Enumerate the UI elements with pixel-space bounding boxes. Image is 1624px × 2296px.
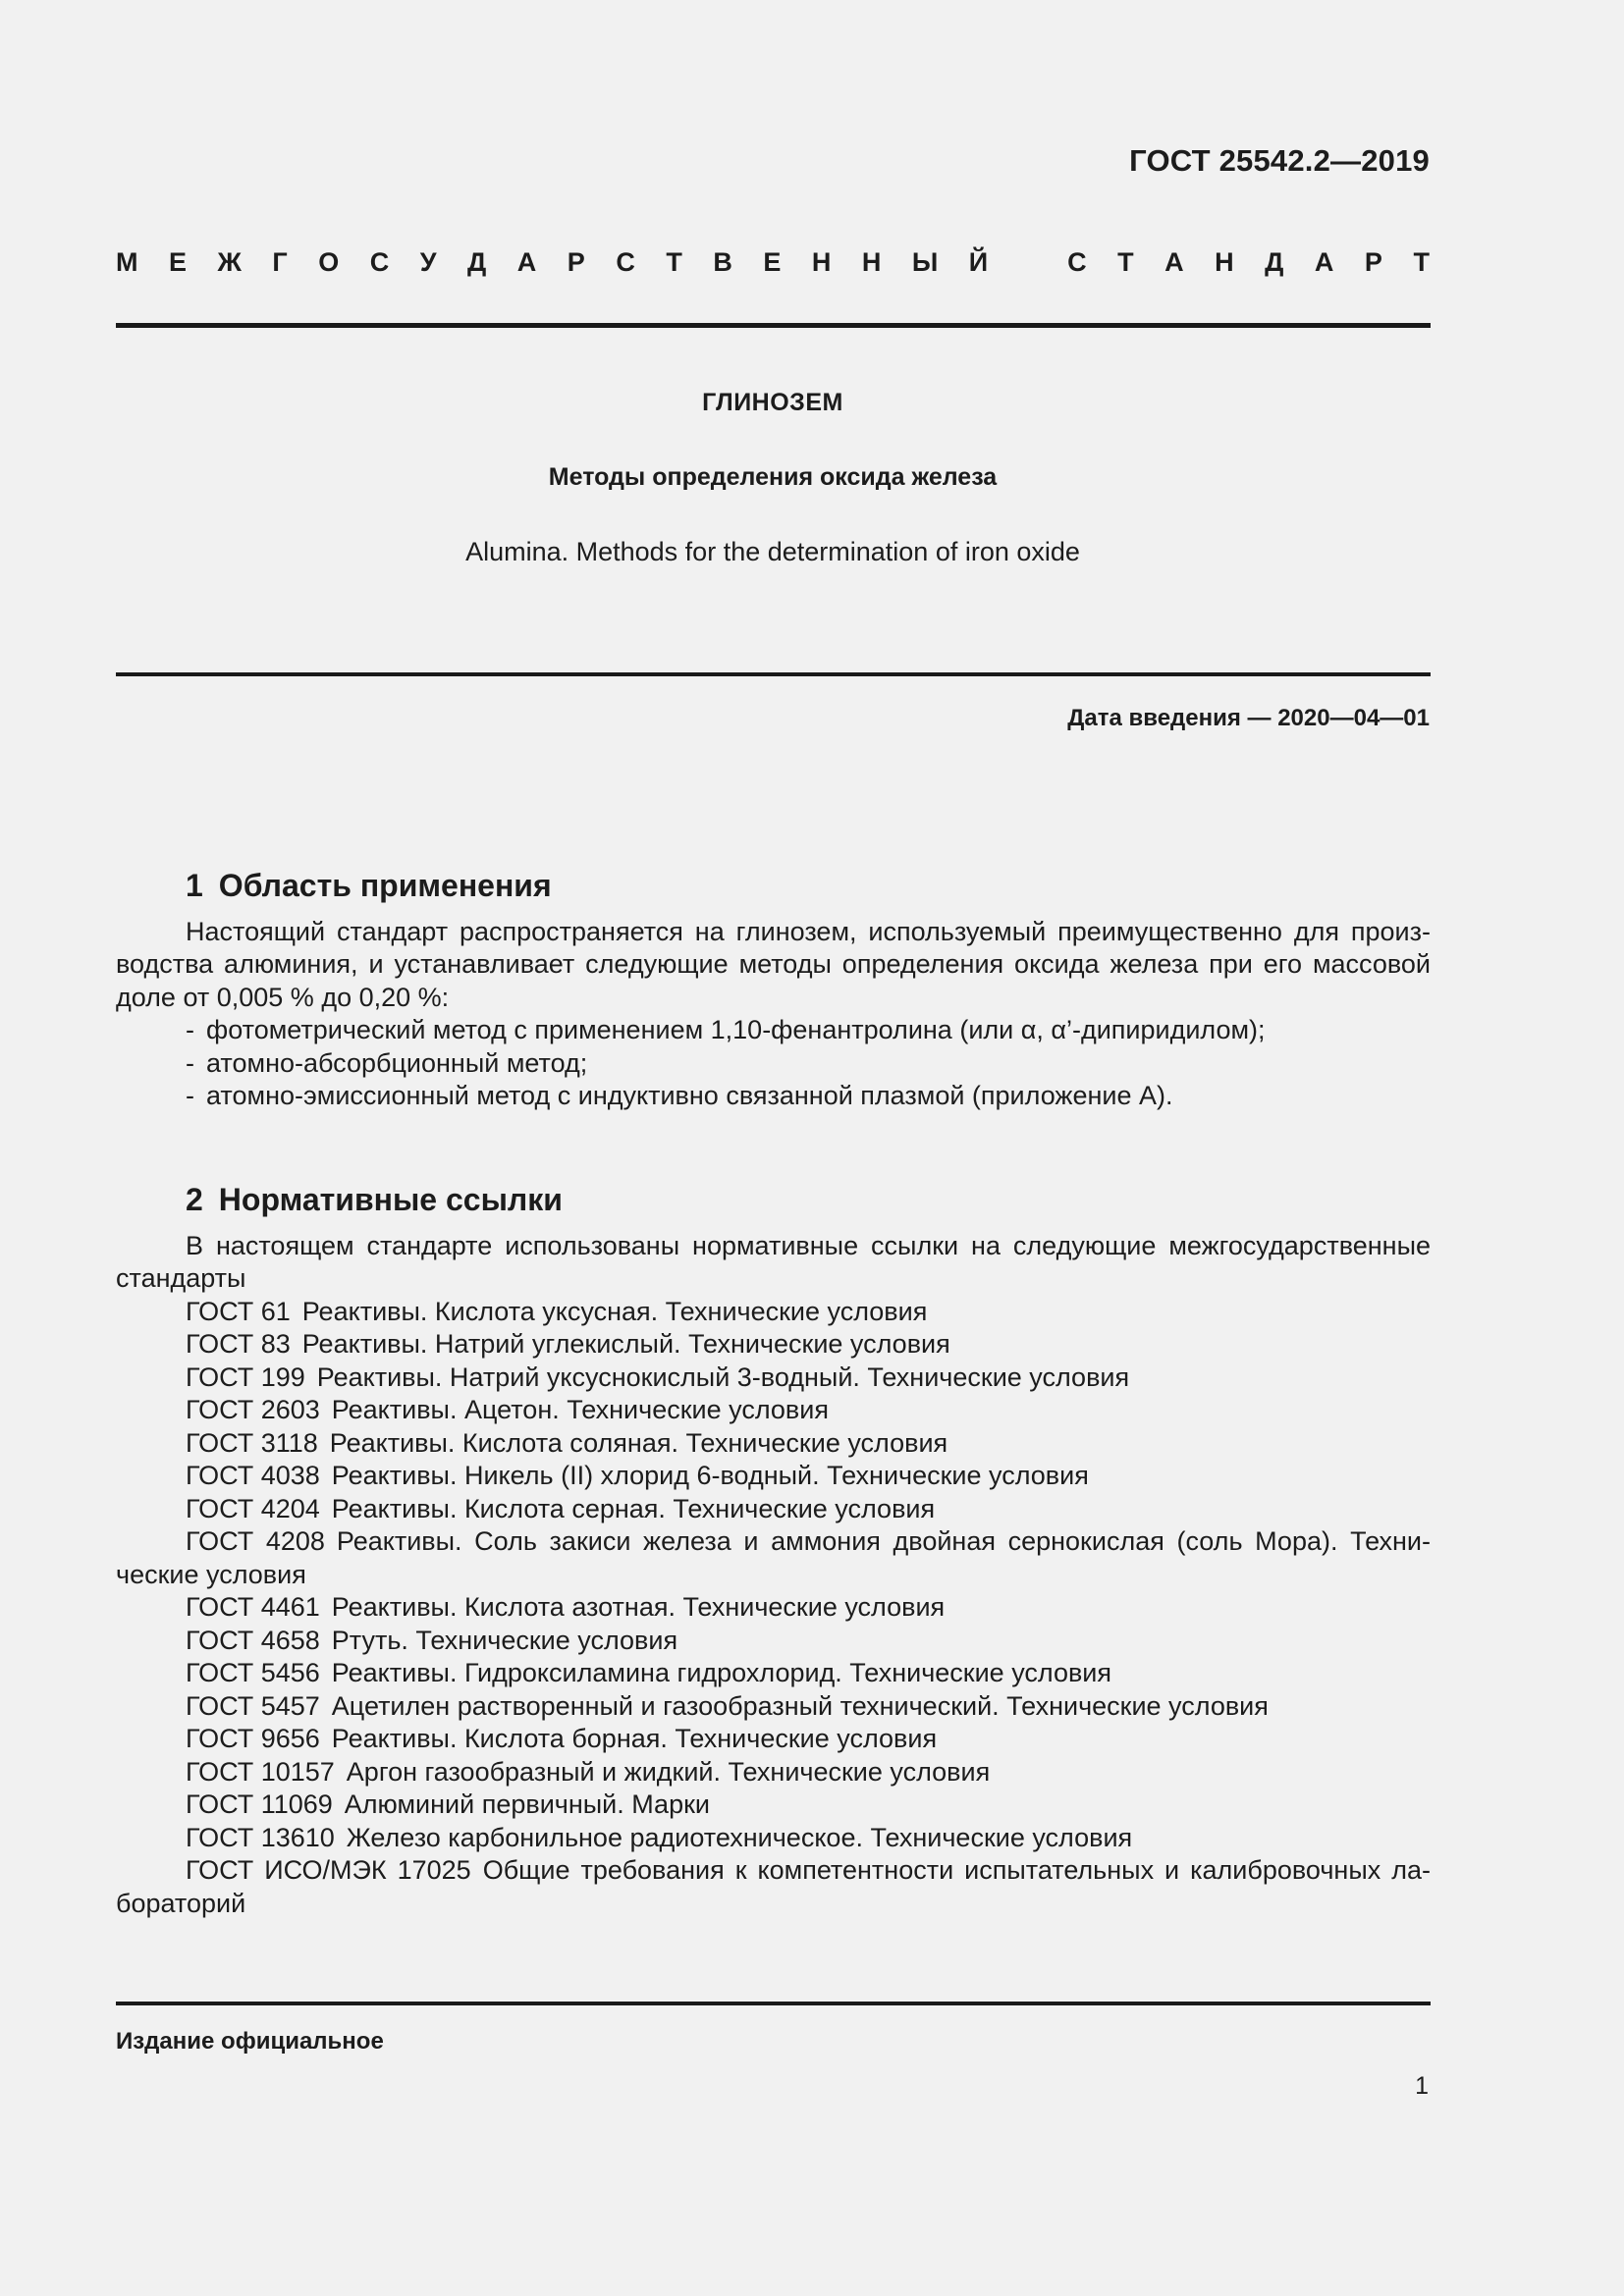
reference-item [116,1460,1431,1493]
section-title: Нормативные ссылки [218,1182,563,1217]
reference-code: ГОСТ 83 [186,1329,291,1359]
reference-item [116,1723,1431,1756]
reference-item [116,1789,1431,1822]
heading-letter: С [369,247,390,277]
section-title: Область применения [218,868,552,903]
reference-item [116,1328,1431,1362]
heading-letter: Т [1413,247,1430,277]
heading-letter: М [116,247,138,277]
top-divider [116,323,1431,328]
document-title-english: Alumina. Methods for the determination of iron oxide [465,537,1080,566]
heading-letter: Т [1117,247,1134,277]
section-scope [116,870,1431,1113]
heading-letter: Н [1215,247,1234,277]
reference-code: ГОСТ 11069 [186,1789,333,1819]
reference-item [116,1625,1431,1658]
section-normative-references [116,1184,1431,1920]
heading-letter: С [1067,247,1087,277]
heading-letter: Ы [911,247,939,277]
reference-title: Реактивы. Гидроксиламина гидрохлорид. Технические условия [331,1658,1112,1687]
page-number: 1 [1415,2072,1429,2100]
reference-code: ГОСТ 10157 [186,1756,335,1787]
reference-title: Общие требования к компетентности испытательных и калибровочных лабораторий [116,1855,1431,1918]
heading-letter: Д [1265,247,1284,277]
reference-item [116,1591,1431,1625]
reference-title: Реактивы. Натрий уксуснокислый 3-водный. Технические условия [316,1362,1130,1392]
reference-code: ГОСТ 4658 [186,1625,320,1655]
heading-letter: Й [968,247,989,277]
list-item: - атомно-эмиссионный метод с индуктивно связанной плазмой (приложение А). [186,1081,1173,1110]
reference-code: ГОСТ 2603 [186,1395,320,1424]
heading-letter: А [516,247,537,277]
reference-code: ГОСТ 199 [186,1362,305,1392]
section-heading [116,1184,1431,1217]
reference-title: Ацетилен растворенный и газообразный технический. Технические условия [331,1690,1269,1721]
heading-letter: О [318,247,340,277]
reference-code: ГОСТ 4038 [186,1461,320,1490]
reference-title: Аргон газообразный и жидкий. Технические условия [346,1756,991,1787]
heading-letter: А [1314,247,1334,277]
heading-letter: Н [861,247,882,277]
reference-title: Реактивы. Кислота серная. Технические условия [331,1493,936,1523]
heading-letter: Е [763,247,782,277]
list-item: - атомно-абсорбционный метод; [186,1047,588,1078]
reference-item [116,1525,1431,1591]
reference-title: Ртуть. Технические условия [331,1625,678,1655]
reference-code: ГОСТ 4461 [186,1592,320,1622]
reference-list [116,1296,1431,1921]
section-number: 1 [186,868,203,903]
section-number: 2 [186,1182,203,1217]
document-subtitle: Методы определения оксида железа [548,463,998,491]
middle-divider [116,672,1431,676]
heading-letter: В [713,247,732,277]
heading-letter: У [419,247,437,277]
heading-letter: Д [467,247,487,277]
document-title: ГЛИНОЗЕМ [702,389,843,416]
heading-letter: Т [666,247,682,277]
reference-code: ГОСТ 61 [186,1296,291,1326]
heading-letter [1019,247,1037,278]
reference-item [116,1854,1431,1920]
reference-code: ГОСТ 3118 [186,1427,318,1458]
section-heading [116,870,1431,903]
heading-letter: Г [272,247,288,277]
reference-code: ГОСТ 13610 [186,1822,335,1852]
reference-title: Реактивы. Натрий углекислый. Технические условия [301,1329,950,1359]
heading-letter: Р [1364,247,1382,277]
reference-title: Реактивы. Кислота азотная. Технические условия [331,1592,946,1622]
reference-title: Алюминий первичный. Марки [344,1789,710,1819]
reference-code: ГОСТ ИСО/МЭК 17025 [186,1855,471,1885]
reference-title: Реактивы. Никель (II) хлорид 6-водный. Технические условия [331,1461,1089,1490]
introduction-date: Дата введения — 2020—04—01 [1067,705,1430,731]
reference-item [116,1756,1431,1789]
reference-title: Железо карбонильное радиотехническое. Технические условия [346,1822,1133,1852]
reference-title: Реактивы. Кислота соляная. Технические условия [329,1427,948,1458]
heading-letter: Р [567,247,585,277]
heading-letter: А [1164,247,1184,277]
reference-item [116,1493,1431,1526]
reference-title: Реактивы. Кислота борная. Технические условия [331,1724,938,1753]
list-item: - фотометрический метод с применением 1,10-фенантролина (или α, α’-дипиридилом); [186,1015,1266,1044]
reference-title: Реактивы. Соль закиси железа и аммония двойная сернокислая (соль Мора). Технические условия [116,1526,1431,1589]
gost-number: ГОСТ 25542.2—2019 [1129,143,1430,178]
heading-letter: С [616,247,635,277]
reference-title: Реактивы. Ацетон. Технические условия [331,1395,829,1424]
section-paragraph: Настоящий стандарт распространяется на глинозем, используемый преимущественно для производства алюминия, и устанавливает следующие методы определения оксида железа при его массовой доле от 0,005 % до 0,20 %: [116,916,1431,1012]
reference-code: ГОСТ 5457 [186,1690,320,1721]
section-paragraph: В настоящем стандарте использованы нормативные ссылки на следующие межгосударственные стандарты [116,1230,1431,1293]
reference-item [116,1657,1431,1690]
reference-code: ГОСТ 4204 [186,1493,320,1523]
reference-item [116,1362,1431,1395]
heading-letter: Е [169,247,188,277]
reference-item [116,1427,1431,1461]
bottom-divider [116,2002,1431,2005]
reference-item [116,1690,1431,1724]
reference-item [116,1394,1431,1427]
edition-label: Издание официальное [116,2028,384,2055]
heading-letter: Ж [217,247,242,277]
reference-title: Реактивы. Кислота уксусная. Технические условия [301,1296,928,1326]
reference-code: ГОСТ 5456 [186,1658,320,1687]
reference-code: ГОСТ 9656 [186,1724,320,1753]
standard-kind-heading [116,247,1430,278]
reference-item [116,1822,1431,1855]
reference-code: ГОСТ 4208 [186,1526,325,1556]
reference-item [116,1296,1431,1329]
heading-letter: Н [811,247,832,277]
